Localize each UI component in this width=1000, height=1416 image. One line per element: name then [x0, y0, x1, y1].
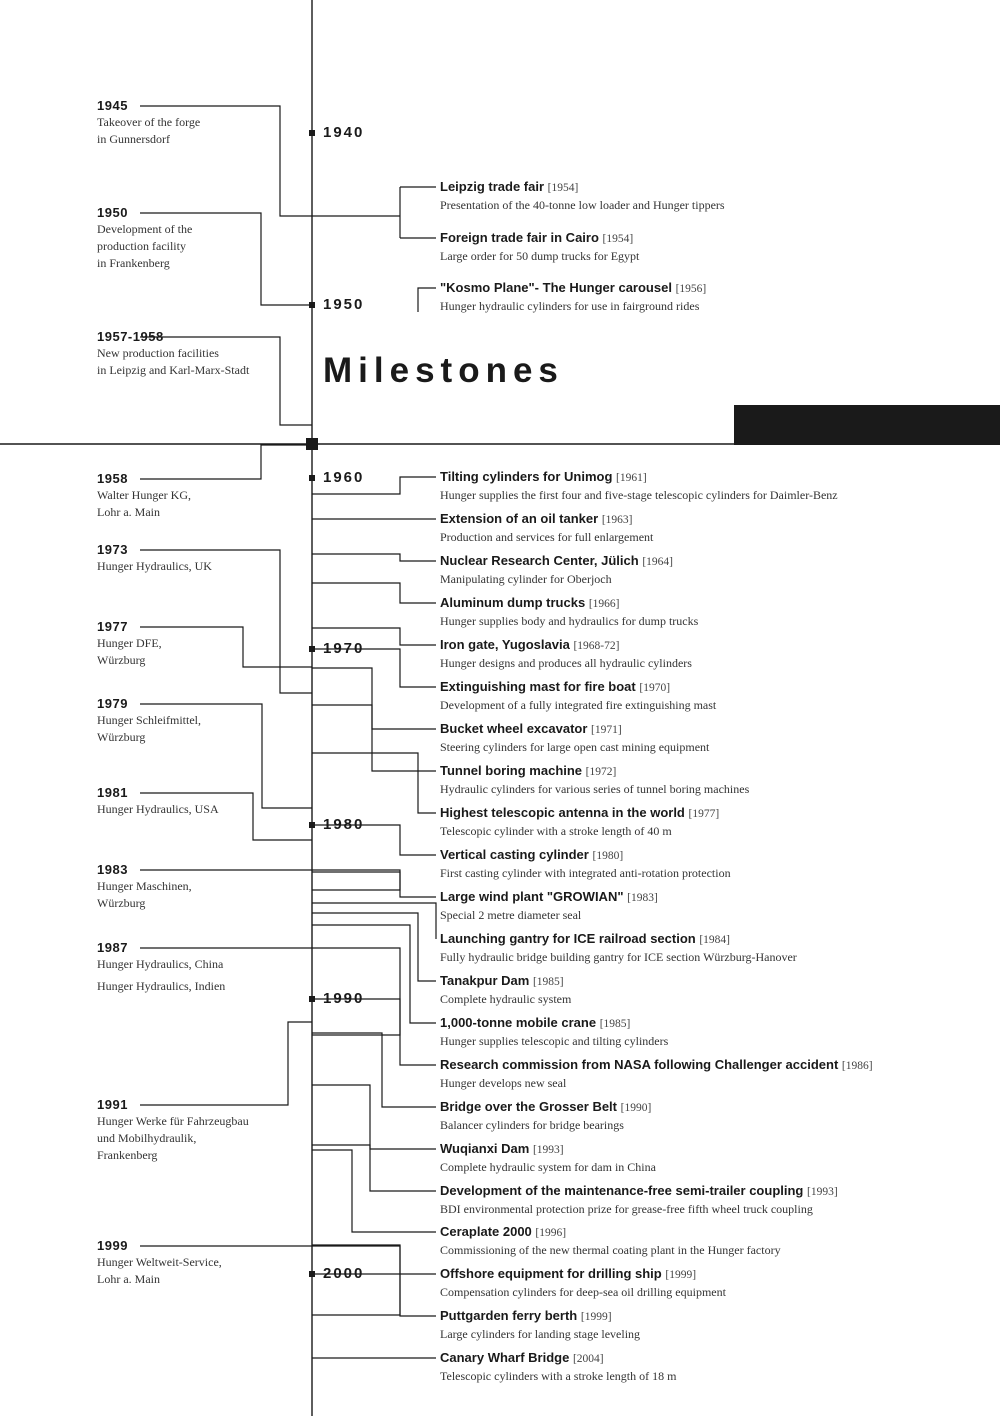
project-event-description: Presentation of the 40-tonne low loader and Hunger tippers — [440, 198, 725, 212]
project-event-heading — [440, 678, 716, 697]
project-event-name: Wuqianxi Dam — [440, 1141, 530, 1156]
company-event-text: Hunger Hydraulics, China — [97, 957, 224, 971]
project-event-heading — [440, 972, 571, 991]
project-event — [440, 846, 731, 882]
project-event-heading — [440, 1182, 838, 1201]
project-event-description: BDI environmental protection prize for grease-free fifth wheel truck coupling — [440, 1202, 813, 1216]
company-event-text: Hunger Hydraulics, USA — [97, 802, 219, 816]
company-event-text: Hunger Schleifmittel, — [97, 713, 201, 727]
project-event-year: [1986] — [841, 1060, 873, 1072]
project-event-name: Iron gate, Yugoslavia — [440, 637, 570, 652]
decade-label: 1950 — [323, 296, 365, 313]
company-event — [97, 940, 225, 995]
project-event-year: [1966] — [588, 598, 620, 610]
project-event-year: [1964] — [642, 556, 673, 568]
project-event-name: Development of the maintenance-free semi-trailer coupling — [440, 1183, 804, 1198]
company-event-text: New production facilities — [97, 346, 219, 360]
project-event-name: Canary Wharf Bridge — [440, 1350, 570, 1365]
project-event-description: Hunger supplies body and hydraulics for dump trucks — [440, 614, 699, 628]
project-event-year: [1985] — [532, 976, 564, 988]
company-event-year: 1999 — [97, 1238, 128, 1253]
axis-origin-marker — [306, 438, 318, 450]
project-event — [440, 1014, 668, 1050]
project-connector — [312, 999, 436, 1065]
project-event-year: [1983] — [627, 892, 658, 904]
project-event-description: Commissioning of the new thermal coating plant in the Hunger factory — [440, 1243, 781, 1257]
company-event-text: Hunger Hydraulics, UK — [97, 559, 212, 573]
project-event — [440, 279, 706, 315]
project-event — [440, 1223, 781, 1259]
project-event-heading — [440, 888, 658, 907]
company-event-text: Lohr a. Main — [97, 505, 160, 519]
project-event — [440, 468, 838, 504]
project-event — [440, 229, 639, 265]
project-event — [440, 1265, 726, 1301]
project-event-heading — [440, 510, 653, 529]
project-event-year: [1972] — [585, 766, 617, 778]
project-event-description: Hunger supplies telescopic and tilting cylinders — [440, 1034, 669, 1048]
project-connector — [312, 913, 436, 981]
decade-label: 1980 — [323, 816, 365, 833]
company-connector — [140, 627, 312, 667]
project-event-description: Hunger supplies the first four and five-stage telescopic cylinders for Daimler-Benz — [440, 488, 838, 502]
project-event-heading — [440, 636, 692, 655]
company-event-text: Takeover of the forge — [97, 115, 201, 129]
company-event-year: 1957-1958 — [97, 329, 164, 344]
project-event-heading — [440, 1307, 640, 1326]
decade-label: 2000 — [323, 1265, 365, 1282]
company-event-text: Frankenberg — [97, 1148, 158, 1162]
project-event-name: Tanakpur Dam — [440, 973, 530, 988]
project-event — [440, 930, 797, 966]
company-event — [97, 1097, 249, 1164]
company-event-text: Würzburg — [97, 896, 146, 910]
project-event-heading — [440, 804, 719, 823]
project-event-year: [1993] — [532, 1144, 564, 1156]
project-event-year: [1984] — [699, 934, 730, 946]
project-event-heading — [440, 279, 706, 298]
project-event-description: Development of a fully integrated fire extinguishing mast — [440, 698, 717, 712]
project-event — [440, 1140, 656, 1176]
project-event-heading — [440, 1056, 873, 1075]
company-event — [97, 619, 162, 669]
project-event-year: [1980] — [592, 850, 624, 862]
project-event-heading — [440, 720, 709, 739]
project-event-heading — [440, 1349, 676, 1368]
project-event — [440, 1349, 676, 1385]
project-event-description: Telescopic cylinders with a stroke length of 18 m — [440, 1369, 677, 1383]
project-event — [440, 888, 658, 924]
company-event-year: 1987 — [97, 940, 128, 955]
company-event-text: Hunger Weltweit-Service, — [97, 1255, 222, 1269]
company-event-text: Hunger DFE, — [97, 636, 162, 650]
project-event-description: Special 2 metre diameter seal — [440, 908, 582, 922]
company-event-text: Hunger Hydraulics, Indien — [97, 979, 226, 993]
company-event-text: production facility — [97, 239, 186, 253]
company-event — [97, 1238, 222, 1288]
project-event-heading — [440, 1265, 726, 1284]
project-event — [440, 720, 709, 756]
project-connector — [418, 288, 436, 312]
project-event-name: Puttgarden ferry berth — [440, 1308, 578, 1323]
project-event — [440, 804, 719, 840]
company-event-year: 1945 — [97, 98, 128, 113]
project-event-description: Fully hydraulic bridge building gantry for ICE section Würzburg-Hanover — [440, 950, 797, 964]
project-event-year: [1971] — [591, 724, 622, 736]
company-event-text: Development of the — [97, 222, 193, 236]
project-event — [440, 510, 653, 546]
project-connector — [312, 554, 436, 561]
project-event-description: Production and services for full enlargement — [440, 530, 654, 544]
project-event-name: Ceraplate 2000 — [440, 1224, 532, 1239]
company-event — [97, 98, 200, 148]
project-connector — [312, 1145, 436, 1191]
company-event-year: 1977 — [97, 619, 128, 634]
company-event — [97, 205, 192, 272]
project-event-description: Complete hydraulic system for dam in China — [440, 1160, 656, 1174]
company-event — [97, 862, 192, 912]
project-event — [440, 594, 698, 630]
project-event-description: First casting cylinder with integrated anti-rotation protection — [440, 866, 731, 880]
project-event-year: [1999] — [580, 1311, 612, 1323]
project-connector — [312, 1033, 436, 1107]
project-event-heading — [440, 1098, 651, 1117]
project-event-heading — [440, 552, 673, 571]
project-event-description: Telescopic cylinder with a stroke length of 40 m — [440, 824, 672, 838]
company-event — [97, 329, 249, 379]
project-event-description: Hunger develops new seal — [440, 1076, 567, 1090]
project-event-description: Steering cylinders for large open cast mining equipment — [440, 740, 710, 754]
project-event-name: 1,000-tonne mobile crane — [440, 1015, 597, 1030]
project-event-description: Manipulating cylinder for Oberjoch — [440, 572, 612, 586]
project-connector — [312, 753, 436, 813]
project-event-year: [1968-72] — [573, 640, 620, 652]
project-event — [440, 1056, 873, 1092]
company-event-text: in Leipzig and Karl-Marx-Stadt — [97, 363, 250, 377]
decade-label: 1960 — [323, 469, 365, 486]
project-event-name: Research commission from NASA following Challenger accident — [440, 1057, 839, 1072]
project-event-year: [1999] — [665, 1269, 697, 1281]
header-band — [734, 405, 1000, 445]
project-event-year: [1963] — [601, 514, 633, 526]
project-event — [440, 1307, 640, 1343]
company-event-text: Würzburg — [97, 730, 146, 744]
project-event-heading — [440, 762, 749, 781]
company-event-text: in Gunnersdorf — [97, 132, 170, 146]
decade-tick — [309, 475, 315, 481]
project-event-year: [1990] — [620, 1102, 652, 1114]
project-event-description: Large cylinders for landing stage leveling — [440, 1327, 641, 1341]
decade-label: 1990 — [323, 990, 365, 1007]
project-event-name: Nuclear Research Center, Jülich — [440, 553, 639, 568]
project-event-name: Leipzig trade fair — [440, 179, 545, 194]
project-event-name: Launching gantry for ICE railroad section — [440, 931, 696, 946]
project-event-name: Extension of an oil tanker — [440, 511, 599, 526]
project-event-description: Hunger hydraulic cylinders for use in fairground rides — [440, 299, 700, 313]
project-event-name: Tunnel boring machine — [440, 763, 583, 778]
company-connector — [140, 1022, 312, 1105]
page-title: Milestones — [323, 351, 564, 390]
project-event-description: Large order for 50 dump trucks for Egypt — [440, 249, 640, 263]
project-event-year: [1993] — [806, 1186, 838, 1198]
company-event-year: 1983 — [97, 862, 128, 877]
company-event-text: Hunger Werke für Fahrzeugbau — [97, 1114, 249, 1128]
company-event-text: Walter Hunger KG, — [97, 488, 192, 502]
decade-tick — [309, 130, 315, 136]
company-event — [97, 542, 212, 575]
company-event — [97, 785, 219, 818]
project-event-year: [1977] — [688, 808, 720, 820]
project-event-description: Hydraulic cylinders for various series of tunnel boring machines — [440, 782, 750, 796]
project-event-name: Large wind plant "GROWIAN" — [440, 889, 624, 904]
project-event-heading — [440, 846, 731, 865]
project-event-description: Complete hydraulic system — [440, 992, 572, 1006]
company-event-text: Hunger Maschinen, — [97, 879, 192, 893]
company-event — [97, 696, 201, 746]
project-event-name: Tilting cylinders for Unimog — [440, 469, 613, 484]
project-event — [440, 972, 571, 1008]
decade-label: 1970 — [323, 640, 365, 657]
project-event-heading — [440, 1014, 668, 1033]
project-event-year: [2004] — [572, 1353, 604, 1365]
project-event-year: [1954] — [547, 182, 579, 194]
project-event-name: Extinguishing mast for fire boat — [440, 679, 636, 694]
project-event-name: Foreign trade fair in Cairo — [440, 230, 599, 245]
company-event-year: 1981 — [97, 785, 128, 800]
project-event-heading — [440, 1223, 781, 1242]
project-event — [440, 552, 673, 588]
project-event-heading — [440, 1140, 656, 1159]
project-event-heading — [440, 594, 698, 613]
company-event-text: in Frankenberg — [97, 256, 170, 270]
project-event-name: Bucket wheel excavator — [440, 721, 588, 736]
project-event-description: Balancer cylinders for bridge bearings — [440, 1118, 624, 1132]
project-event-year: [1954] — [602, 233, 634, 245]
company-event-year: 1979 — [97, 696, 128, 711]
company-event-text: Würzburg — [97, 653, 146, 667]
company-event-year: 1958 — [97, 471, 128, 486]
project-event-name: Vertical casting cylinder — [440, 847, 589, 862]
project-connector — [312, 583, 436, 603]
project-event-description: Compensation cylinders for deep-sea oil drilling equipment — [440, 1285, 726, 1299]
project-event-year: [1956] — [675, 283, 707, 295]
project-event-year: [1985] — [599, 1018, 631, 1030]
project-event-year: [1970] — [639, 682, 671, 694]
project-event-year: [1996] — [535, 1227, 567, 1239]
company-event-text: Lohr a. Main — [97, 1272, 160, 1286]
project-event-name: "Kosmo Plane"- The Hunger carousel — [440, 280, 672, 295]
project-event-heading — [440, 178, 725, 197]
project-connector — [312, 872, 436, 897]
project-event — [440, 1182, 838, 1218]
project-event — [440, 678, 716, 714]
company-event-text: und Mobilhydraulik, — [97, 1131, 197, 1145]
project-event — [440, 762, 749, 798]
project-event-name: Highest telescopic antenna in the world — [440, 805, 685, 820]
project-event — [440, 636, 692, 672]
project-event-name: Offshore equipment for drilling ship — [440, 1266, 662, 1281]
project-event-name: Aluminum dump trucks — [440, 595, 586, 610]
project-event-heading — [440, 468, 838, 487]
project-event-name: Bridge over the Grosser Belt — [440, 1099, 617, 1114]
company-event-year: 1991 — [97, 1097, 128, 1112]
project-event — [440, 178, 725, 214]
project-event-description: Hunger designs and produces all hydraulic cylinders — [440, 656, 692, 670]
decade-label: 1940 — [323, 124, 365, 141]
project-connector — [312, 1085, 436, 1149]
project-event — [440, 1098, 651, 1134]
company-event-year: 1973 — [97, 542, 128, 557]
project-connector — [312, 668, 436, 729]
project-event-heading — [440, 229, 639, 248]
project-event-heading — [440, 930, 797, 949]
company-event — [97, 471, 191, 521]
project-event-year: [1961] — [616, 472, 647, 484]
company-event-year: 1950 — [97, 205, 128, 220]
